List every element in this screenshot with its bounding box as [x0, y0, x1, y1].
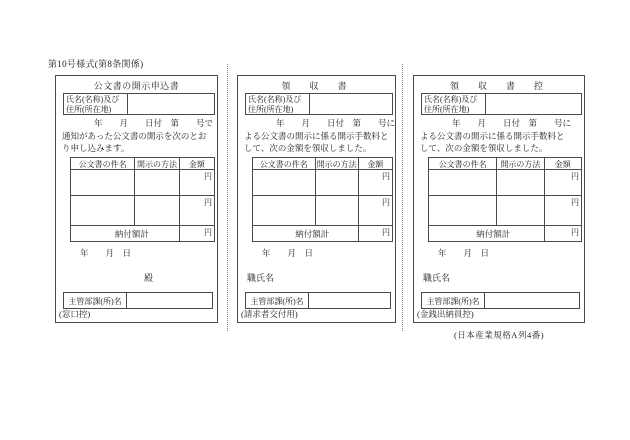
fee-table: [252, 157, 393, 242]
col-header-disclosure-method: 開示の方法: [316, 158, 359, 169]
amount-unit-yen: 円: [571, 171, 579, 181]
document-name-cell: [253, 196, 316, 225]
disclosure-method-cell: [497, 196, 544, 225]
body-line-1: 年 月 日付 第 号に: [452, 118, 572, 128]
fee-table-row: [71, 195, 214, 225]
form-body-text: [244, 117, 396, 155]
name-address-value-cell: [310, 94, 392, 114]
total-unit-yen: 円: [382, 227, 390, 237]
col-header-amount: 金額: [188, 159, 205, 169]
copy-caption: (金銭出納員控): [417, 309, 474, 319]
total-label: 納付額計: [71, 226, 180, 241]
form-number-label: 第10号様式(第8条関係): [48, 59, 144, 69]
document-name-cell: [71, 170, 135, 195]
fee-table-total-row: [71, 225, 214, 241]
col-header-disclosure-method: 開示の方法: [135, 158, 179, 169]
name-address-label: [64, 94, 128, 114]
amount-unit-yen: 円: [571, 197, 579, 207]
col-header-amount: 金額: [367, 159, 384, 169]
body-line-2: よる公文書の開示に係る開示手数料と: [420, 130, 565, 141]
name-label-line1: 氏名(名称)及び: [424, 95, 478, 104]
name-address-box: [63, 93, 215, 115]
department-label: 主管部課(所)名: [422, 293, 485, 308]
disclosure-method-cell: [497, 170, 544, 195]
form-panel-application: [55, 75, 218, 323]
total-unit-yen: 円: [571, 227, 579, 237]
form-panel-receipt: [237, 75, 396, 323]
fee-table-total-row: [429, 225, 581, 241]
form-panel-receipt-copy: [413, 75, 585, 323]
department-label: 主管部課(所)名: [64, 293, 127, 308]
amount-unit-yen: 円: [382, 197, 390, 207]
amount-unit-yen: 円: [204, 197, 212, 207]
fee-table-header-row: [71, 158, 214, 169]
signer-name-label: 職氏名: [247, 273, 275, 283]
name-label-line1: 氏名(名称)及び: [248, 95, 302, 104]
name-address-value-cell: [128, 94, 214, 114]
copy-caption: (窓口控): [59, 309, 91, 319]
name-address-box: [245, 93, 393, 115]
disclosure-method-cell: [316, 170, 359, 195]
document-name-cell: [429, 196, 497, 225]
cut-line: [227, 64, 228, 331]
name-label-line2: 住所(所在地): [248, 105, 294, 114]
department-label: 主管部課(所)名: [246, 293, 309, 308]
date-line: 年 月 日: [80, 247, 132, 258]
addressee-label: 殿: [144, 273, 154, 283]
fee-table-row: [253, 195, 392, 225]
panel-title: 領 収 書 控: [449, 81, 548, 91]
body-line-3: して、次の金額を領収しました。: [244, 143, 372, 153]
body-line-3: して、次の金額を領収しました。: [420, 143, 548, 153]
panel-title: 領 収 書: [281, 81, 352, 91]
department-box: [245, 292, 391, 309]
total-unit-yen: 円: [204, 227, 212, 237]
fee-table-row: [429, 195, 581, 225]
disclosure-method-cell: [135, 170, 179, 195]
form-body-text: [420, 117, 582, 155]
copy-caption: (請求者交付用): [241, 309, 298, 319]
name-label-line1: 氏名(名称)及び: [66, 95, 120, 104]
fee-table-row: [71, 169, 214, 195]
fee-table-header-row: [429, 158, 581, 169]
body-line-2: 通知があった公文書の開示を次のとお: [62, 130, 207, 141]
name-label-line2: 住所(所在地): [424, 105, 470, 114]
fee-table-row: [429, 169, 581, 195]
document-name-cell: [253, 170, 316, 195]
body-line-2: よる公文書の開示に係る開示手数料と: [244, 130, 389, 141]
fee-table-header-row: [253, 158, 392, 169]
body-line-1: 年 月 日付 第 号で: [94, 118, 214, 128]
panel-title: 公文書の開示申込書: [93, 81, 180, 91]
name-address-label: [246, 94, 310, 114]
col-header-document-name: 公文書の件名: [429, 158, 497, 169]
total-label: 納付額計: [253, 226, 359, 241]
department-box: [421, 292, 580, 309]
fee-table-row: [253, 169, 392, 195]
date-line: 年 月 日: [262, 247, 314, 258]
panels-container: [55, 75, 585, 323]
date-line: 年 月 日: [438, 247, 490, 258]
total-label: 納付額計: [429, 226, 545, 241]
name-label-line2: 住所(所在地): [66, 105, 112, 114]
department-value-cell: [485, 293, 579, 308]
department-value-cell: [127, 293, 212, 308]
fee-table: [428, 157, 582, 242]
disclosure-method-cell: [316, 196, 359, 225]
department-box: [63, 292, 213, 309]
amount-unit-yen: 円: [204, 171, 212, 181]
cut-line: [402, 64, 403, 331]
department-value-cell: [309, 293, 390, 308]
signer-name-label: 職氏名: [423, 273, 451, 283]
name-address-label: [422, 94, 486, 114]
body-line-3: り申し込みます。: [62, 143, 130, 153]
col-header-amount: 金額: [554, 159, 571, 169]
name-address-value-cell: [486, 94, 581, 114]
fee-table-total-row: [253, 225, 392, 241]
fee-table: [70, 157, 215, 242]
disclosure-method-cell: [135, 196, 179, 225]
paper-size-note: (日本産業規格A列4番): [453, 330, 545, 340]
document-name-cell: [429, 170, 497, 195]
col-header-document-name: 公文書の件名: [253, 158, 316, 169]
body-line-1: 年 月 日付 第 号に: [276, 118, 396, 128]
col-header-disclosure-method: 開示の方法: [497, 158, 544, 169]
document-name-cell: [71, 196, 135, 225]
col-header-document-name: 公文書の件名: [71, 158, 135, 169]
amount-unit-yen: 円: [382, 171, 390, 181]
form-body-text: [62, 117, 215, 155]
name-address-box: [421, 93, 582, 115]
